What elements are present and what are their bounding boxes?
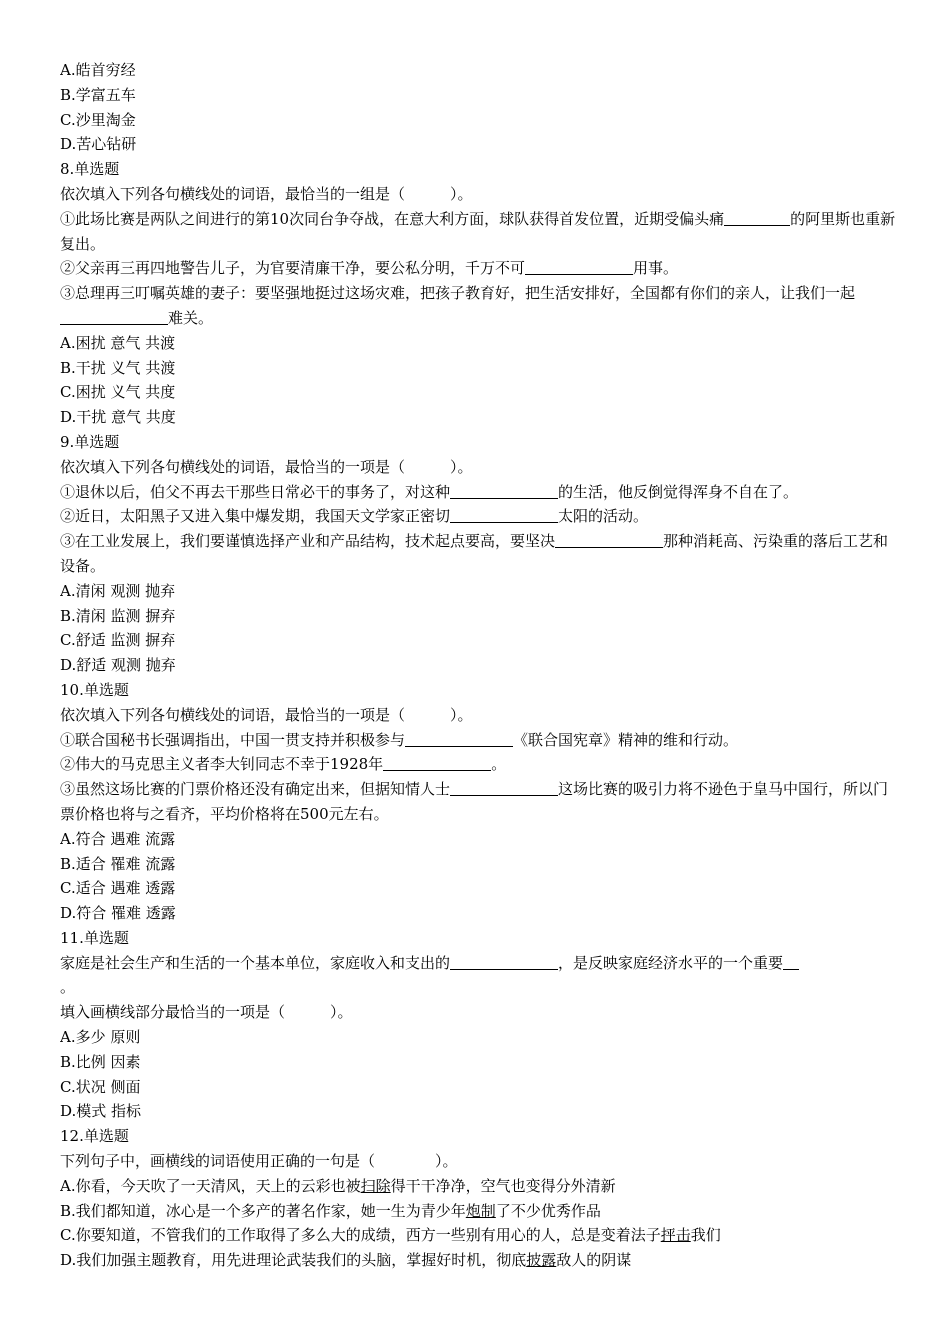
question-9-sentence-2: ②近日，太阳黑子又进入集中爆发期，我国天文学家正密切 太阳的活动。: [60, 507, 649, 526]
option-q11-c: C.状况 侧面: [60, 1077, 141, 1096]
option-q7-c: C.沙里淘金: [60, 110, 136, 129]
question-8-sentence-3: ③总理再三叮嘱英雄的妻子：要坚强地挺过这场灾难，把孩子教育好，把生活安排好，全国都有你们的亲人，让我们一起难关。: [60, 284, 856, 327]
question-11-stem-end: 。: [60, 978, 76, 997]
underlined-word: 扫除: [360, 1176, 391, 1195]
question-8-sentence-2: ②父亲再三再四地警告儿子，为官要清廉干净，要公私分明，千万不可 用事。: [60, 259, 679, 278]
option-q9-c: C.舒适 监测 摒弃: [60, 631, 176, 650]
document-page: [60, 58, 900, 1273]
option-q12-a: A.你看，今天吹了一天清风，天上的云彩也被扫除得干干净净，空气也变得分外清新: [60, 1176, 616, 1195]
fill-blank: [60, 308, 168, 325]
option-q7-d: D.苦心钻研: [60, 135, 137, 154]
option-q10-b: B.适合 罹难 流露: [60, 854, 176, 873]
fill-blank: [450, 482, 558, 499]
question-8-sentence-1: ①此场比赛是两队之间进行的第10次同台争夺战，在意大利方面，球队获得首发位置，近期受偏头痛 的阿里斯也重新复出。: [60, 209, 896, 253]
option-q10-c: C.适合 遇难 透露: [60, 879, 176, 898]
option-q8-d: D.干扰 意气 共度: [60, 408, 176, 427]
question-8-stem: 依次填入下列各句横线处的词语，最恰当的一组是（ ）。: [60, 184, 473, 203]
option-q8-b: B.干扰 义气 共渡: [60, 358, 176, 377]
fill-blank: [724, 209, 790, 226]
fill-blank: [450, 779, 558, 796]
option-q12-c: C.你要知道，不管我们的工作取得了多么大的成绩，西方一些别有用心的人，总是变着法子抨击我们: [60, 1226, 721, 1245]
question-9-sentence-3: ③在工业发展上，我们要谨慎选择产业和产品结构，技术起点要高，要坚决 那种消耗高、污染重的落后工艺和设备。: [60, 532, 889, 575]
option-q11-a: A.多少 原则: [60, 1028, 141, 1047]
option-q8-a: A.困扰 意气 共渡: [60, 333, 176, 352]
question-10-stem: 依次填入下列各句横线处的词语，最恰当的一项是（ ）。: [60, 705, 473, 724]
option-q11-b: B.比例 因素: [60, 1052, 141, 1071]
option-q10-a: A.符合 遇难 流露: [60, 829, 176, 848]
option-q9-a: A.清闲 观测 抛弃: [60, 581, 176, 600]
option-q12-d: D.我们加强主题教育，用先进理论武装我们的头脑，掌握好时机，彻底披露敌人的阴谋: [60, 1251, 632, 1270]
option-q12-b: B.我们都知道，冰心是一个多产的著名作家，她一生为青少年炮制了不少优秀作品: [60, 1201, 601, 1220]
question-12-header: 12.单选题: [60, 1127, 129, 1146]
fill-blank: [450, 506, 558, 523]
fill-blank: [525, 258, 633, 275]
option-q9-d: D.舒适 观测 抛弃: [60, 656, 176, 675]
question-8-header: 8.单选题: [60, 160, 120, 179]
option-q8-c: C.困扰 义气 共度: [60, 383, 176, 402]
question-10-sentence-3: ③虽然这场比赛的门票价格还没有确定出来，但据知情人士 这场比赛的吸引力将不逊色于皇马中国行，所以门票价格也将与之看齐，平均价格将在500元左右。: [60, 780, 889, 823]
question-9-header: 9.单选题: [60, 432, 120, 451]
question-9-sentence-1: ①退休以后，伯父不再去干那些日常必干的事务了，对这种 的生活，他反倒觉得浑身不自在了。: [60, 482, 799, 501]
option-q9-b: B.清闲 监测 摒弃: [60, 606, 176, 625]
fill-blank: [783, 953, 799, 970]
fill-blank: [405, 730, 513, 747]
option-q10-d: D.符合 罹难 透露: [60, 904, 176, 923]
question-12-stem: 下列句子中，画横线的词语使用正确的一句是（ ）。: [60, 1152, 458, 1171]
question-10-sentence-2: ②伟大的马克思主义者李大钊同志不幸于1928年 。: [60, 755, 507, 774]
fill-blank: [383, 754, 491, 771]
fill-blank: [450, 953, 558, 970]
question-9-stem: 依次填入下列各句横线处的词语，最恰当的一项是（ ）。: [60, 457, 473, 476]
question-11-stem: 家庭是社会生产和生活的一个基本单位，家庭收入和支出的 ，是反映家庭经济水平的一个重要: [60, 951, 900, 976]
fill-blank: [555, 531, 663, 548]
option-q7-a: A.皓首穷经: [60, 61, 136, 79]
question-10-header: 10.单选题: [60, 680, 129, 699]
underlined-word: 披露: [526, 1251, 557, 1270]
question-11-prompt: 填入画横线部分最恰当的一项是（ ）。: [60, 1003, 353, 1022]
question-10-sentence-1: ①联合国秘书长强调指出，中国一贯支持并积极参与 《联合国宪章》精神的维和行动。: [60, 730, 739, 749]
option-q7-b: B.学富五车: [60, 85, 136, 104]
underlined-word: 炮制: [465, 1201, 496, 1220]
option-q11-d: D.模式 指标: [60, 1102, 142, 1121]
question-11-header: 11.单选题: [60, 928, 129, 947]
underlined-word: 抨击: [660, 1226, 691, 1245]
